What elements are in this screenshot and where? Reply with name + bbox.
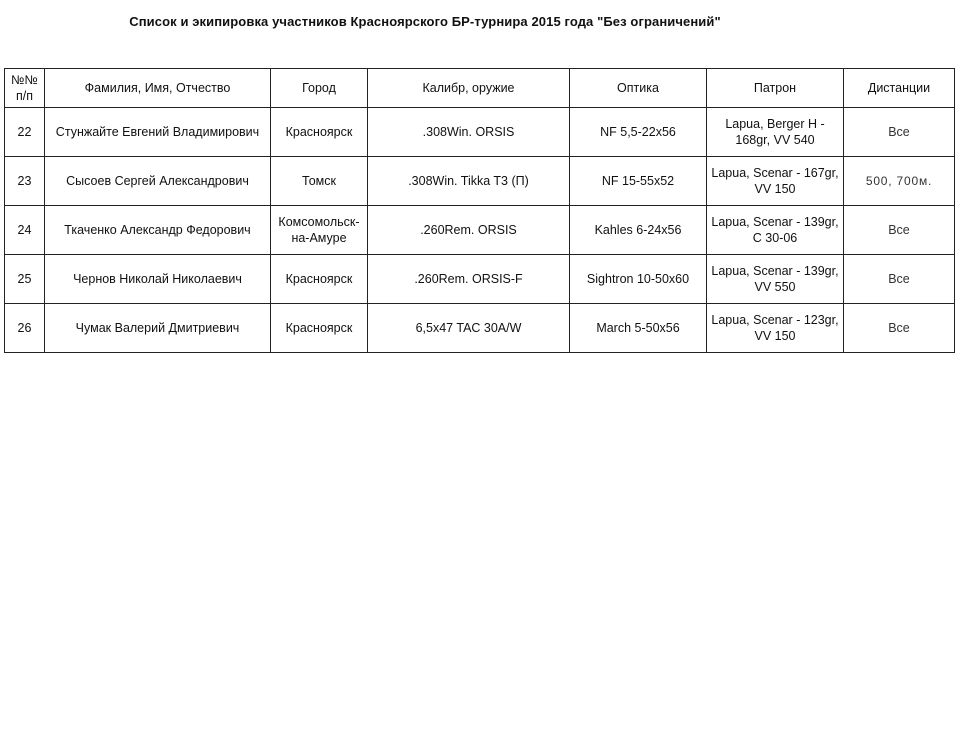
cell-caliber: .308Win. ORSIS [368,108,570,157]
page-title: Список и экипировка участников Красноярского БР-турнира 2015 года "Без ограничений" [129,14,721,29]
cell-name: Сысоев Сергей Александрович [45,157,271,206]
cell-num: 23 [5,157,45,206]
cell-ammo: Lapua, Scenar - 123gr, VV 150 [707,304,844,353]
header-row [5,69,955,108]
cell-name: Ткаченко Александр Федорович [45,206,271,255]
cell-name: Чумак Валерий Дмитриевич [45,304,271,353]
cell-city: Красноярск [271,255,368,304]
cell-city: Красноярск [271,304,368,353]
cell-num: 26 [5,304,45,353]
cell-caliber: .308Win. Tikka T3 (П) [368,157,570,206]
cell-optics: NF 15-55x52 [570,157,707,206]
table-header [5,69,955,108]
cell-name: Стунжайте Евгений Владимирович [45,108,271,157]
cell-distance: Все [844,108,955,157]
cell-caliber: .260Rem. ORSIS [368,206,570,255]
cell-num: 25 [5,255,45,304]
header-name: Фамилия, Имя, Отчество [45,69,271,108]
header-distance: Дистанции [844,69,955,108]
cell-optics: Kahles 6-24x56 [570,206,707,255]
table-row [5,255,955,304]
cell-ammo: Lapua, Scenar - 167gr, VV 150 [707,157,844,206]
participants-table-container [4,68,954,353]
cell-num: 22 [5,108,45,157]
cell-caliber: .260Rem. ORSIS-F [368,255,570,304]
cell-num: 24 [5,206,45,255]
cell-optics: Sightron 10-50x60 [570,255,707,304]
cell-distance: 500, 700м. [844,157,955,206]
table-body [5,108,955,353]
table-row [5,304,955,353]
cell-distance: Все [844,206,955,255]
cell-city: Красноярск [271,108,368,157]
header-optics: Оптика [570,69,707,108]
cell-ammo: Lapua, Scenar - 139gr, VV 550 [707,255,844,304]
cell-ammo: Lapua, Berger H - 168gr, VV 540 [707,108,844,157]
header-caliber: Калибр, оружие [368,69,570,108]
cell-city: Томск [271,157,368,206]
table-row [5,108,955,157]
cell-caliber: 6,5x47 TAC 30A/W [368,304,570,353]
participants-table [4,68,955,353]
cell-city: Комсомольск-на-Амуре [271,206,368,255]
header-ammo: Патрон [707,69,844,108]
table-row [5,157,955,206]
header-city: Город [271,69,368,108]
cell-optics: NF 5,5-22x56 [570,108,707,157]
table-row [5,206,955,255]
cell-distance: Все [844,255,955,304]
cell-optics: March 5-50x56 [570,304,707,353]
header-num: №№ п/п [5,69,45,108]
cell-ammo: Lapua, Scenar - 139gr, C 30-06 [707,206,844,255]
cell-name: Чернов Николай Николаевич [45,255,271,304]
cell-distance: Все [844,304,955,353]
